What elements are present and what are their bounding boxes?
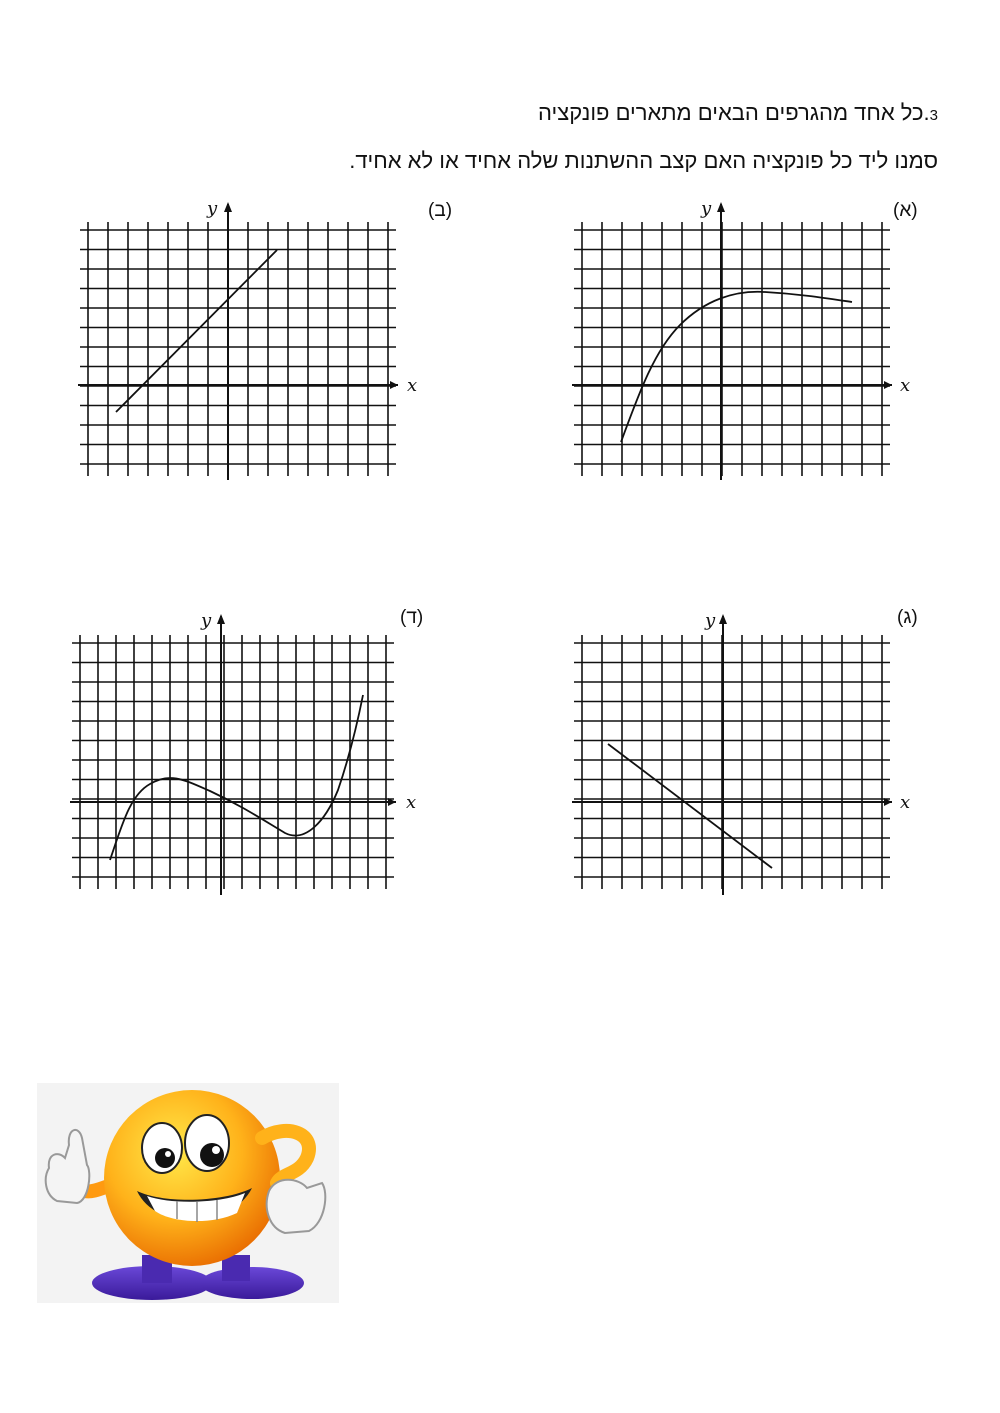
graph-c-x-label: x xyxy=(900,792,911,813)
graph-c xyxy=(560,600,930,900)
graph-b-label: (ב) xyxy=(428,200,453,221)
thumbs-up-smiley-image xyxy=(37,1083,339,1303)
graph-c-grid xyxy=(574,635,890,889)
thumbs-up-smiley-icon xyxy=(37,1083,339,1303)
graph-a-grid xyxy=(574,222,890,476)
question-line-2: סמנו ליד כל פונקציה האם קצב ההשתנות שלה אחיד או לא אחיד. xyxy=(349,148,938,173)
graph-b-x-label: x xyxy=(407,375,418,396)
graph-d-curve xyxy=(110,695,363,860)
graph-d-y-arrow-icon xyxy=(217,614,225,624)
graph-a-y-arrow-icon xyxy=(717,202,725,212)
graph-d-label: (ד) xyxy=(400,607,424,628)
question-text-1: .כל אחד מהגרפים הבאים מתארים פונקציה xyxy=(538,100,930,125)
graph-b xyxy=(70,190,440,490)
graph-d xyxy=(70,600,440,900)
graph-d-y-label: y xyxy=(201,610,212,631)
graph-b-line xyxy=(116,250,277,412)
graph-c-y-label: y xyxy=(705,610,716,631)
graph-d-x-label: x xyxy=(406,792,417,813)
graph-a-label: (א) xyxy=(893,200,918,221)
graph-b-y-arrow-icon xyxy=(224,202,232,212)
graph-b-grid xyxy=(80,222,396,476)
graph-d-grid xyxy=(72,635,394,889)
graph-a-y-label: y xyxy=(701,198,712,219)
graph-c-label: (ג) xyxy=(897,607,918,628)
graph-a-x-label: x xyxy=(900,375,911,396)
question-number: 3 xyxy=(929,107,938,124)
graph-c-y-arrow-icon xyxy=(719,614,727,624)
graph-c-line xyxy=(608,744,772,868)
graph-a xyxy=(560,190,930,490)
graph-b-x-arrow-icon xyxy=(390,381,398,389)
question-line-1 xyxy=(538,100,938,126)
graph-a-x-arrow-icon xyxy=(884,381,892,389)
graph-b-y-label: y xyxy=(207,198,218,219)
